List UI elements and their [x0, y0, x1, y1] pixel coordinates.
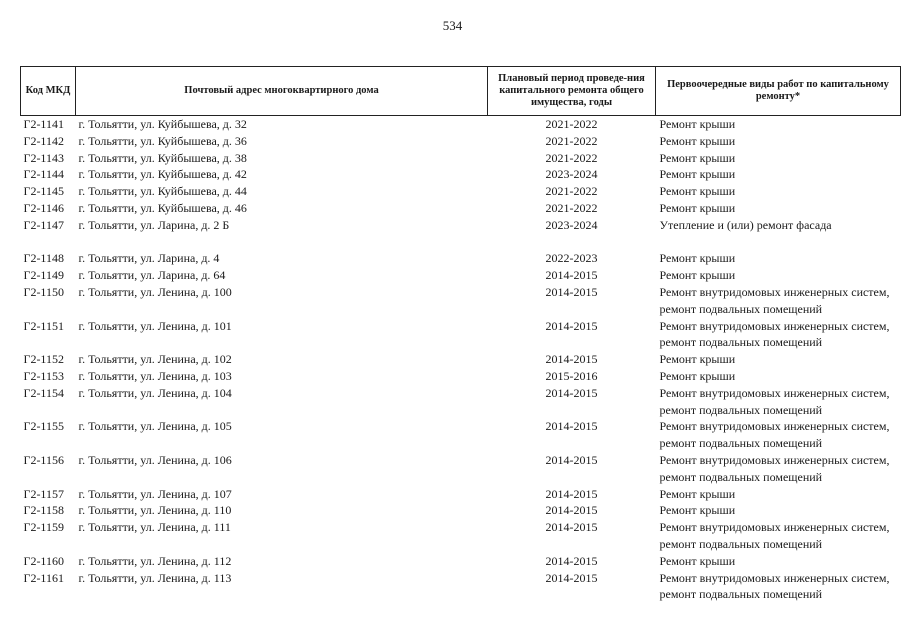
- period-cell: 2021-2022: [545, 133, 598, 148]
- works-cell: Ремонт крыши: [659, 133, 736, 148]
- period-cell: 2021-2022: [545, 150, 598, 165]
- works-cell: Ремонт внутридомовых инженерных систем, ремонт подвальных помещений: [659, 452, 890, 484]
- code-cell: Г2-1154: [23, 385, 64, 400]
- address-cell: г. Тольятти, ул. Ленина, д. 104: [78, 385, 232, 400]
- address-cell: г. Тольятти, ул. Ленина, д. 107: [78, 486, 232, 501]
- works-cell: Ремонт внутридомовых инженерных систем, ремонт подвальных помещений: [659, 284, 890, 316]
- table-row: [21, 284, 901, 318]
- address-cell: г. Тольятти, ул. Куйбышева, д. 46: [78, 200, 247, 215]
- period-cell: 2014-2015: [545, 268, 598, 283]
- address-cell: г. Тольятти, ул. Ленина, д. 112: [78, 553, 232, 568]
- table-row: [21, 502, 901, 519]
- works-cell: Ремонт крыши: [659, 167, 736, 182]
- address-cell: г. Тольятти, ул. Ленина, д. 110: [78, 503, 232, 518]
- address-cell: г. Тольятти, ул. Ленина, д. 113: [78, 570, 232, 585]
- period-cell: 2021-2022: [545, 200, 598, 215]
- table-row: [21, 385, 901, 419]
- works-cell: Ремонт крыши: [659, 268, 736, 283]
- works-cell: Ремонт крыши: [659, 150, 736, 165]
- header-row: [21, 67, 901, 116]
- works-cell: Ремонт крыши: [659, 184, 736, 199]
- period-cell: 2014-2015: [545, 486, 598, 501]
- code-cell: Г2-1150: [23, 284, 64, 299]
- address-cell: г. Тольятти, ул. Куйбышева, д. 42: [78, 167, 247, 182]
- works-cell: Ремонт крыши: [659, 553, 736, 568]
- table-row: [21, 133, 901, 150]
- period-cell: 2014-2015: [545, 385, 598, 400]
- table-body: [21, 116, 901, 604]
- code-cell: Г2-1149: [23, 268, 64, 283]
- works-cell: Ремонт внутридомовых инженерных систем, ремонт подвальных помещений: [659, 570, 890, 602]
- address-cell: г. Тольятти, ул. Ленина, д. 111: [78, 520, 231, 535]
- works-cell: Ремонт крыши: [659, 503, 736, 518]
- table-row: [21, 150, 901, 167]
- period-cell: 2014-2015: [545, 419, 598, 434]
- code-cell: Г2-1156: [23, 452, 64, 467]
- works-cell: Ремонт внутридомовых инженерных систем, ремонт подвальных помещений: [659, 520, 890, 551]
- period-cell: 2023-2024: [545, 217, 598, 232]
- code-cell: Г2-1153: [23, 368, 64, 383]
- code-cell: Г2-1146: [23, 200, 64, 215]
- code-cell: Г2-1157: [23, 486, 64, 501]
- code-cell: Г2-1158: [23, 503, 64, 518]
- table-row: [21, 486, 901, 503]
- code-cell: Г2-1145: [23, 184, 64, 199]
- works-cell: Ремонт крыши: [659, 368, 736, 383]
- table-row: [21, 452, 901, 486]
- table-row: [21, 217, 901, 251]
- address-cell: г. Тольятти, ул. Куйбышева, д. 36: [78, 133, 247, 148]
- table-row: [21, 570, 901, 604]
- code-cell: Г2-1143: [23, 150, 64, 165]
- table-row: [21, 166, 901, 183]
- address-cell: г. Тольятти, ул. Ленина, д. 106: [78, 452, 232, 467]
- table-row: [21, 250, 901, 267]
- repair-schedule-table: [20, 66, 901, 603]
- page-number: 534: [442, 18, 463, 33]
- works-cell: Ремонт крыши: [659, 251, 736, 266]
- code-cell: Г2-1161: [23, 570, 64, 585]
- address-cell: г. Тольятти, ул. Куйбышева, д. 32: [78, 117, 247, 131]
- address-cell: г. Тольятти, ул. Куйбышева, д. 38: [78, 150, 247, 165]
- code-cell: Г2-1152: [23, 352, 64, 367]
- works-cell: Ремонт крыши: [659, 117, 736, 131]
- period-cell: 2014-2015: [545, 452, 598, 467]
- period-cell: 2022-2023: [545, 251, 598, 266]
- address-cell: г. Тольятти, ул. Ленина, д. 103: [78, 368, 232, 383]
- code-cell: Г2-1144: [23, 167, 64, 182]
- table-row: [21, 418, 901, 452]
- period-cell: 2021-2022: [545, 184, 598, 199]
- code-cell: Г2-1147: [23, 217, 64, 232]
- code-cell: Г2-1151: [23, 318, 64, 333]
- works-cell: Ремонт крыши: [659, 352, 736, 367]
- period-cell: 2014-2015: [545, 520, 598, 535]
- works-cell: Ремонт внутридомовых инженерных систем, ремонт подвальных помещений: [659, 318, 890, 350]
- table-row: [21, 116, 901, 133]
- code-cell: Г2-1148: [23, 251, 64, 266]
- works-cell: Ремонт внутридомовых инженерных систем, ремонт подвальных помещений: [659, 385, 890, 417]
- period-cell: 2014-2015: [545, 553, 598, 568]
- address-cell: г. Тольятти, ул. Ларина, д. 64: [78, 268, 226, 283]
- address-cell: г. Тольятти, ул. Ленина, д. 105: [78, 419, 232, 434]
- code-cell: Г2-1159: [23, 520, 64, 535]
- period-cell: 2023-2024: [545, 167, 598, 182]
- code-cell: Г2-1160: [23, 553, 64, 568]
- address-cell: г. Тольятти, ул. Ларина, д. 2 Б: [78, 217, 230, 232]
- period-cell: 2014-2015: [545, 284, 598, 299]
- works-cell: Ремонт внутридомовых инженерных систем, ремонт подвальных помещений: [659, 419, 890, 451]
- period-cell: 2014-2015: [545, 352, 598, 367]
- address-cell: г. Тольятти, ул. Ларина, д. 4: [78, 251, 220, 266]
- code-cell: Г2-1141: [23, 117, 64, 131]
- header-period: Плановый период проведе-ния капитального ремонта общего имущества, годы: [488, 67, 656, 116]
- code-cell: Г2-1155: [23, 419, 64, 434]
- works-cell: Ремонт крыши: [659, 200, 736, 215]
- address-cell: г. Тольятти, ул. Ленина, д. 102: [78, 352, 232, 367]
- table-row: [21, 351, 901, 368]
- period-cell: 2014-2015: [545, 503, 598, 518]
- address-cell: г. Тольятти, ул. Ленина, д. 100: [78, 284, 232, 299]
- period-cell: 2021-2022: [545, 117, 598, 131]
- table-row: [21, 200, 901, 217]
- table-row: [21, 183, 901, 200]
- period-cell: 2015-2016: [545, 368, 598, 383]
- table-row: [21, 267, 901, 284]
- table-row: [21, 318, 901, 352]
- period-cell: 2014-2015: [545, 570, 598, 585]
- table-row: [21, 553, 901, 570]
- table-row: [21, 368, 901, 385]
- works-cell: Утепление и (или) ремонт фасада: [659, 217, 832, 232]
- table-row: [21, 519, 901, 553]
- header-address: Почтовый адрес многоквартирного дома: [76, 67, 488, 116]
- works-cell: Ремонт крыши: [659, 486, 736, 501]
- period-cell: 2014-2015: [545, 318, 598, 333]
- header-works: Первоочередные виды работ по капитальному ремонту*: [656, 67, 901, 116]
- code-cell: Г2-1142: [23, 133, 64, 148]
- address-cell: г. Тольятти, ул. Ленина, д. 101: [78, 318, 232, 333]
- table-header: [21, 67, 901, 116]
- address-cell: г. Тольятти, ул. Куйбышева, д. 44: [78, 184, 247, 199]
- header-code: Код МКД: [21, 67, 76, 116]
